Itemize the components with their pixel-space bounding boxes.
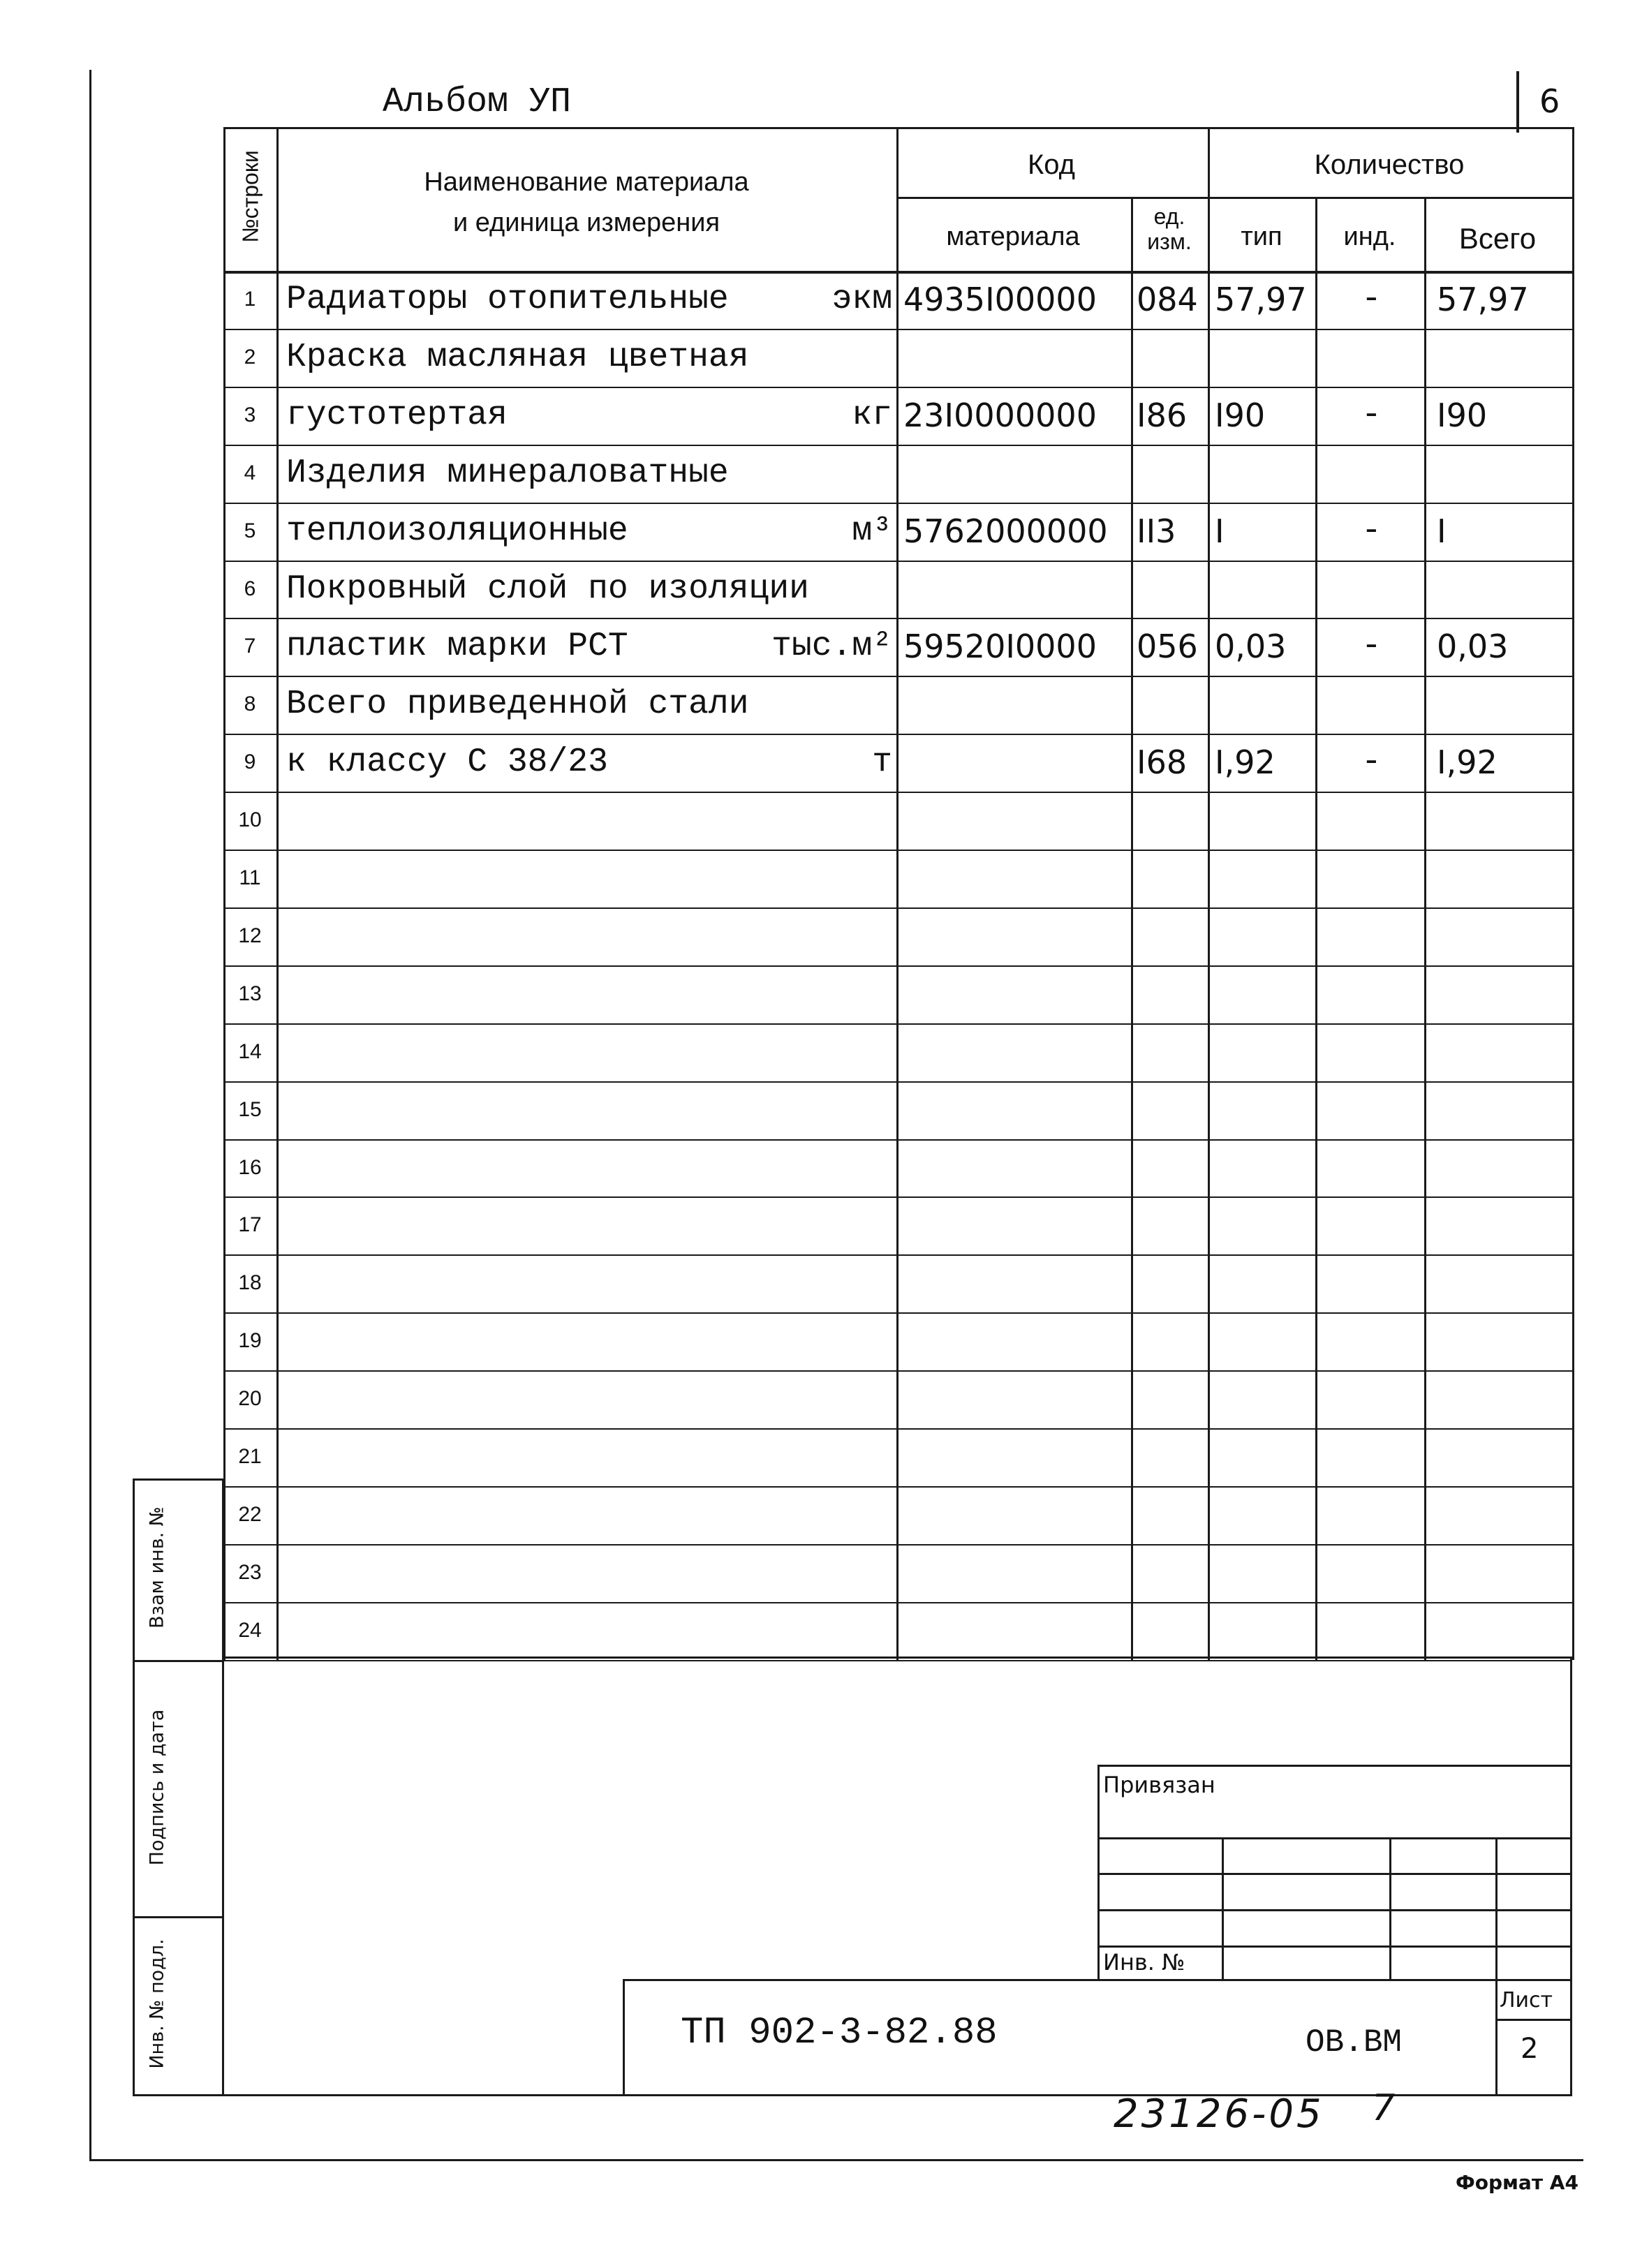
cell-unit: 056 <box>1137 628 1198 666</box>
cell-name: Краска масляная цветная <box>286 338 749 376</box>
header-name-line2: и единица измерения <box>452 208 720 237</box>
row-number: 5 <box>244 519 256 542</box>
handwritten-number: 23126-05 <box>1114 2091 1324 2137</box>
header-row-no: №строки <box>237 150 263 243</box>
row-number: 9 <box>244 750 256 774</box>
stamp-inv-no: Инв. № <box>1103 1949 1185 1976</box>
margin-strip-bottom <box>133 2094 223 2096</box>
row-number: 3 <box>244 403 256 427</box>
cell-name: Всего приведенной стали <box>286 685 749 724</box>
privyazan-row-1 <box>1097 1837 1572 1839</box>
row-number: 11 <box>239 866 261 889</box>
cell-total: I <box>1437 512 1447 550</box>
column-divider <box>1315 197 1317 1660</box>
row-number: 8 <box>244 692 256 716</box>
cell-type: I90 <box>1215 396 1266 434</box>
cell-unit-name: м³ <box>852 512 892 550</box>
cell-ind: - <box>1361 281 1382 318</box>
margin-strip-right <box>222 1478 224 2096</box>
column-divider <box>1131 197 1133 1660</box>
cell-unit-name: экм <box>831 281 892 318</box>
row-number: 21 <box>238 1445 262 1468</box>
row-number: 13 <box>238 981 262 1005</box>
sheet-box-divider <box>1495 2019 1572 2021</box>
cell-name: густотертая <box>286 396 508 434</box>
header-quantity: Количество <box>1314 149 1465 180</box>
margin-label-vzam: Взам инв. № <box>146 1506 168 1629</box>
cell-material: 4935I00000 <box>903 281 1097 318</box>
margin-label-podpis: Подпись и дата <box>146 1709 168 1866</box>
privyazan-row-4 <box>1097 1945 1572 1948</box>
stamp-bottom-edge <box>222 2094 1572 2096</box>
main-stamp-top <box>623 1979 1572 1981</box>
row-number: 1 <box>244 288 256 311</box>
cell-unit: II3 <box>1137 512 1176 550</box>
privyazan-box-top <box>1097 1765 1572 1767</box>
row-number: 10 <box>238 808 262 832</box>
stamp-sheet-number: 2 <box>1521 2033 1539 2065</box>
cell-ind: - <box>1361 512 1382 550</box>
header-type: тип <box>1241 222 1282 251</box>
privyazan-col-1 <box>1222 1837 1224 1980</box>
row-divider <box>223 1660 1572 1661</box>
row-number: 14 <box>238 1039 262 1063</box>
column-divider <box>896 127 899 1660</box>
cell-type: 57,97 <box>1215 281 1307 318</box>
stamp-top-edge <box>222 1656 1572 1659</box>
row-number: 16 <box>238 1155 262 1179</box>
cell-material: 59520I0000 <box>903 628 1097 666</box>
header-material: материала <box>946 222 1080 251</box>
cell-name: Изделия минераловатные <box>286 454 729 492</box>
row-number: 24 <box>238 1618 262 1642</box>
stamp-sheet-label: Лист <box>1500 1988 1553 2013</box>
header-ind: инд. <box>1343 222 1396 251</box>
cell-unit: I68 <box>1137 743 1188 782</box>
cell-type: I <box>1215 512 1225 550</box>
sheet-box-left <box>1495 1979 1498 2096</box>
cell-material: 23I0000000 <box>903 396 1097 434</box>
header-code: Код <box>1027 149 1075 180</box>
row-number: 7 <box>244 635 256 658</box>
cell-name: к классу С 38/23 <box>286 743 608 782</box>
cell-total: 57,97 <box>1437 281 1529 318</box>
row-number: 17 <box>238 1213 262 1237</box>
stamp-privyazan: Привязан <box>1103 1772 1215 1798</box>
row-number: 22 <box>238 1502 262 1526</box>
stamp-right-edge <box>1570 1656 1572 2096</box>
page-number: 6 <box>1539 82 1560 120</box>
cell-total: I,92 <box>1437 743 1498 782</box>
cell-ind: - <box>1361 628 1382 666</box>
handwritten-number-2: 7 <box>1372 2087 1396 2129</box>
cell-ind: - <box>1361 396 1382 434</box>
privyazan-col-2 <box>1389 1837 1391 1980</box>
row-number: 15 <box>238 1097 262 1121</box>
format-label: Формат А4 <box>1456 2171 1578 2194</box>
margin-divider-1 <box>133 1660 223 1662</box>
cell-unit-name: тыс.м² <box>771 628 892 666</box>
privyazan-col-3 <box>1495 1837 1498 1980</box>
column-divider <box>276 127 279 1660</box>
cell-total: I90 <box>1437 396 1488 434</box>
cell-name: пластик марки РСТ <box>286 628 628 666</box>
cell-unit: 084 <box>1137 281 1198 318</box>
cell-unit-name: т <box>872 743 892 782</box>
row-number: 18 <box>238 1271 262 1295</box>
header-unit: ед. изм. <box>1147 204 1192 254</box>
stamp-doc-code: ТП 902-3-82.88 <box>681 2012 998 2054</box>
column-divider <box>1424 197 1426 1660</box>
album-title: Альбом УП <box>383 82 572 122</box>
cell-unit: I86 <box>1137 396 1188 434</box>
header-total: Всего <box>1458 222 1537 255</box>
frame-bottom <box>89 2159 1583 2161</box>
cell-name: теплоизоляционные <box>286 512 628 550</box>
cell-material: 5762000000 <box>903 512 1108 550</box>
header-subdivider <box>896 197 1572 199</box>
privyazan-row-2 <box>1097 1873 1572 1875</box>
row-number: 4 <box>244 461 256 484</box>
cell-name: Радиаторы отопительные <box>286 281 729 318</box>
cell-name: Покровный слой по изоляции <box>286 570 809 608</box>
privyazan-row-3 <box>1097 1909 1572 1911</box>
row-number: 23 <box>238 1560 262 1584</box>
main-stamp-left <box>623 1979 625 2096</box>
column-divider <box>1572 127 1574 1660</box>
column-divider <box>1208 127 1210 1660</box>
row-number: 12 <box>238 924 262 947</box>
row-number: 2 <box>244 345 256 369</box>
margin-label-inv-podl: Инв. № подл. <box>146 1939 168 2069</box>
cell-unit-name: кг <box>852 396 892 434</box>
row-number: 6 <box>244 577 256 600</box>
cell-type: I,92 <box>1215 743 1275 782</box>
frame-left <box>89 70 91 2160</box>
margin-strip-left <box>133 1478 135 2096</box>
stamp-section: ОВ.ВМ <box>1306 2024 1403 2061</box>
cell-total: 0,03 <box>1437 628 1509 666</box>
row-number: 19 <box>238 1329 262 1353</box>
cell-ind: - <box>1361 743 1382 782</box>
cell-type: 0,03 <box>1215 628 1287 666</box>
header-name-line1: Наименование материала <box>424 168 749 197</box>
row-number: 20 <box>238 1387 262 1411</box>
page-num-divider <box>1516 71 1519 133</box>
